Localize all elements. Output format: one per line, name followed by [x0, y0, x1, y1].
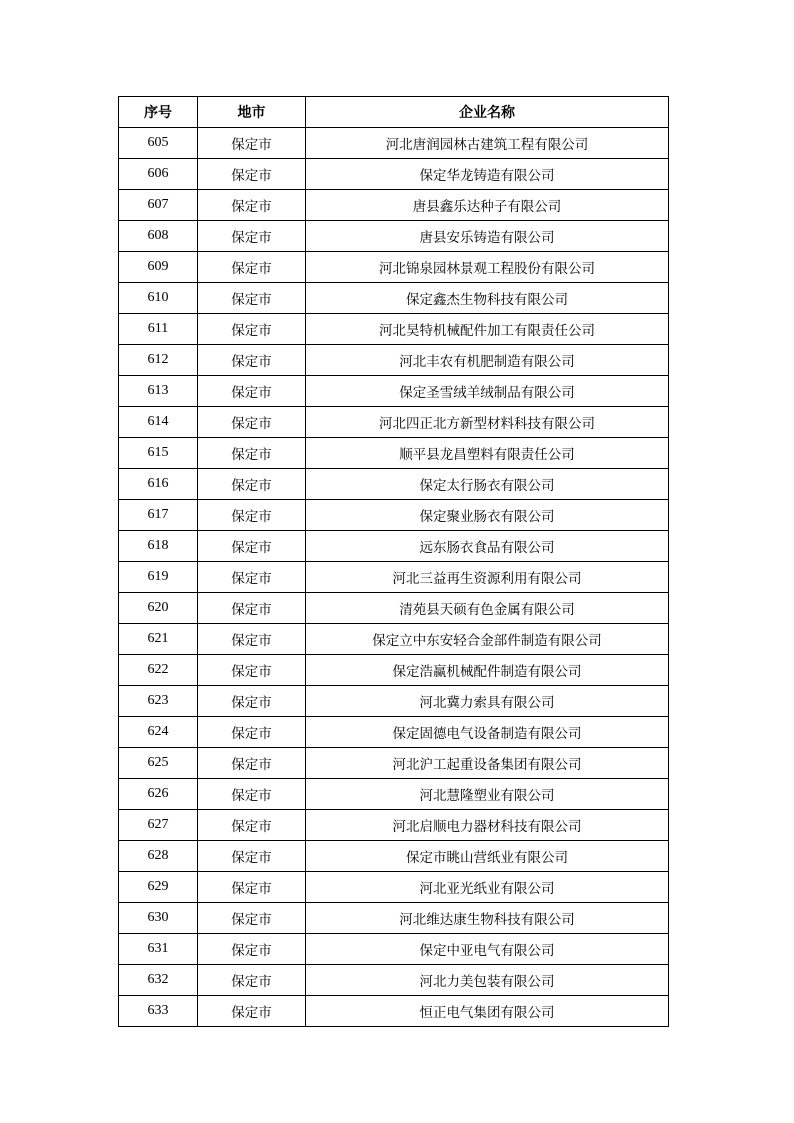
cell-index: 624: [119, 717, 198, 748]
table-row: [119, 531, 669, 562]
cell-index: 631: [119, 934, 198, 965]
cell-index: 626: [119, 779, 198, 810]
cell-city: 保定市: [198, 965, 306, 996]
cell-company-name: 恒正电气集团有限公司: [306, 996, 669, 1027]
table-row: [119, 314, 669, 345]
cell-index: 613: [119, 376, 198, 407]
cell-city: 保定市: [198, 593, 306, 624]
cell-index: 606: [119, 159, 198, 190]
cell-index: 615: [119, 438, 198, 469]
cell-company-name: 保定华龙铸造有限公司: [306, 159, 669, 190]
cell-city: 保定市: [198, 841, 306, 872]
cell-company-name: 河北锦泉园林景观工程股份有限公司: [306, 252, 669, 283]
cell-index: 607: [119, 190, 198, 221]
cell-index: 609: [119, 252, 198, 283]
table-row: [119, 810, 669, 841]
cell-company-name: 河北四正北方新型材料科技有限公司: [306, 407, 669, 438]
cell-city: 保定市: [198, 779, 306, 810]
cell-company-name: 保定太行肠衣有限公司: [306, 469, 669, 500]
cell-company-name: 保定鑫杰生物科技有限公司: [306, 283, 669, 314]
cell-city: 保定市: [198, 469, 306, 500]
cell-company-name: 保定中亚电气有限公司: [306, 934, 669, 965]
cell-city: 保定市: [198, 376, 306, 407]
cell-company-name: 河北维达康生物科技有限公司: [306, 903, 669, 934]
cell-index: 610: [119, 283, 198, 314]
cell-company-name: 河北唐润园林古建筑工程有限公司: [306, 128, 669, 159]
table-row: [119, 128, 669, 159]
table-row: [119, 562, 669, 593]
table-row: [119, 283, 669, 314]
cell-index: 614: [119, 407, 198, 438]
enterprise-table-container: [118, 96, 668, 1027]
cell-index: 612: [119, 345, 198, 376]
cell-city: 保定市: [198, 345, 306, 376]
table-row: [119, 748, 669, 779]
header-company-name: 企业名称: [306, 97, 669, 128]
cell-city: 保定市: [198, 872, 306, 903]
cell-index: 628: [119, 841, 198, 872]
cell-index: 629: [119, 872, 198, 903]
cell-index: 632: [119, 965, 198, 996]
cell-company-name: 保定聚业肠衣有限公司: [306, 500, 669, 531]
cell-company-name: 河北启顺电力器材科技有限公司: [306, 810, 669, 841]
cell-city: 保定市: [198, 655, 306, 686]
table-row: [119, 438, 669, 469]
cell-city: 保定市: [198, 686, 306, 717]
table-row: [119, 221, 669, 252]
cell-city: 保定市: [198, 190, 306, 221]
cell-company-name: 河北力美包装有限公司: [306, 965, 669, 996]
cell-index: 618: [119, 531, 198, 562]
cell-index: 605: [119, 128, 198, 159]
cell-city: 保定市: [198, 531, 306, 562]
cell-index: 623: [119, 686, 198, 717]
table-row: [119, 872, 669, 903]
cell-city: 保定市: [198, 500, 306, 531]
cell-index: 633: [119, 996, 198, 1027]
table-row: [119, 469, 669, 500]
enterprise-table: [118, 96, 669, 1027]
cell-city: 保定市: [198, 996, 306, 1027]
cell-company-name: 保定市眺山营纸业有限公司: [306, 841, 669, 872]
cell-company-name: 保定固德电气设备制造有限公司: [306, 717, 669, 748]
cell-city: 保定市: [198, 562, 306, 593]
table-row: [119, 686, 669, 717]
table-row: [119, 841, 669, 872]
cell-company-name: 顺平县龙昌塑料有限责任公司: [306, 438, 669, 469]
table-row: [119, 934, 669, 965]
cell-city: 保定市: [198, 438, 306, 469]
cell-index: 627: [119, 810, 198, 841]
table-row: [119, 903, 669, 934]
cell-company-name: 河北亚光纸业有限公司: [306, 872, 669, 903]
table-row: [119, 779, 669, 810]
table-row: [119, 159, 669, 190]
cell-company-name: 河北沪工起重设备集团有限公司: [306, 748, 669, 779]
cell-company-name: 唐县鑫乐达种子有限公司: [306, 190, 669, 221]
cell-company-name: 河北丰农有机肥制造有限公司: [306, 345, 669, 376]
cell-city: 保定市: [198, 221, 306, 252]
table-row: [119, 376, 669, 407]
cell-city: 保定市: [198, 903, 306, 934]
cell-company-name: 河北三益再生资源利用有限公司: [306, 562, 669, 593]
cell-city: 保定市: [198, 810, 306, 841]
table-row: [119, 500, 669, 531]
table-row: [119, 593, 669, 624]
cell-index: 622: [119, 655, 198, 686]
cell-city: 保定市: [198, 407, 306, 438]
cell-index: 617: [119, 500, 198, 531]
table-row: [119, 717, 669, 748]
cell-company-name: 清苑县天硕有色金属有限公司: [306, 593, 669, 624]
cell-company-name: 保定立中东安轻合金部件制造有限公司: [306, 624, 669, 655]
table-row: [119, 190, 669, 221]
table-row: [119, 252, 669, 283]
cell-company-name: 河北冀力索具有限公司: [306, 686, 669, 717]
cell-index: 621: [119, 624, 198, 655]
cell-city: 保定市: [198, 128, 306, 159]
cell-city: 保定市: [198, 934, 306, 965]
cell-index: 608: [119, 221, 198, 252]
table-body: [119, 128, 669, 1027]
cell-company-name: 远东肠衣食品有限公司: [306, 531, 669, 562]
table-header-row: [119, 97, 669, 128]
cell-index: 625: [119, 748, 198, 779]
cell-city: 保定市: [198, 717, 306, 748]
table-row: [119, 345, 669, 376]
table-row: [119, 407, 669, 438]
table-row: [119, 655, 669, 686]
cell-index: 630: [119, 903, 198, 934]
cell-index: 611: [119, 314, 198, 345]
cell-company-name: 唐县安乐铸造有限公司: [306, 221, 669, 252]
table-row: [119, 624, 669, 655]
header-index: 序号: [119, 97, 198, 128]
cell-city: 保定市: [198, 624, 306, 655]
cell-city: 保定市: [198, 159, 306, 190]
cell-index: 619: [119, 562, 198, 593]
cell-company-name: 保定圣雪绒羊绒制品有限公司: [306, 376, 669, 407]
cell-index: 616: [119, 469, 198, 500]
cell-city: 保定市: [198, 748, 306, 779]
cell-city: 保定市: [198, 252, 306, 283]
cell-city: 保定市: [198, 314, 306, 345]
cell-company-name: 河北慧隆塑业有限公司: [306, 779, 669, 810]
cell-city: 保定市: [198, 283, 306, 314]
table-row: [119, 965, 669, 996]
header-city: 地市: [198, 97, 306, 128]
cell-company-name: 河北昊特机械配件加工有限责任公司: [306, 314, 669, 345]
table-row: [119, 996, 669, 1027]
cell-index: 620: [119, 593, 198, 624]
cell-company-name: 保定浩赢机械配件制造有限公司: [306, 655, 669, 686]
